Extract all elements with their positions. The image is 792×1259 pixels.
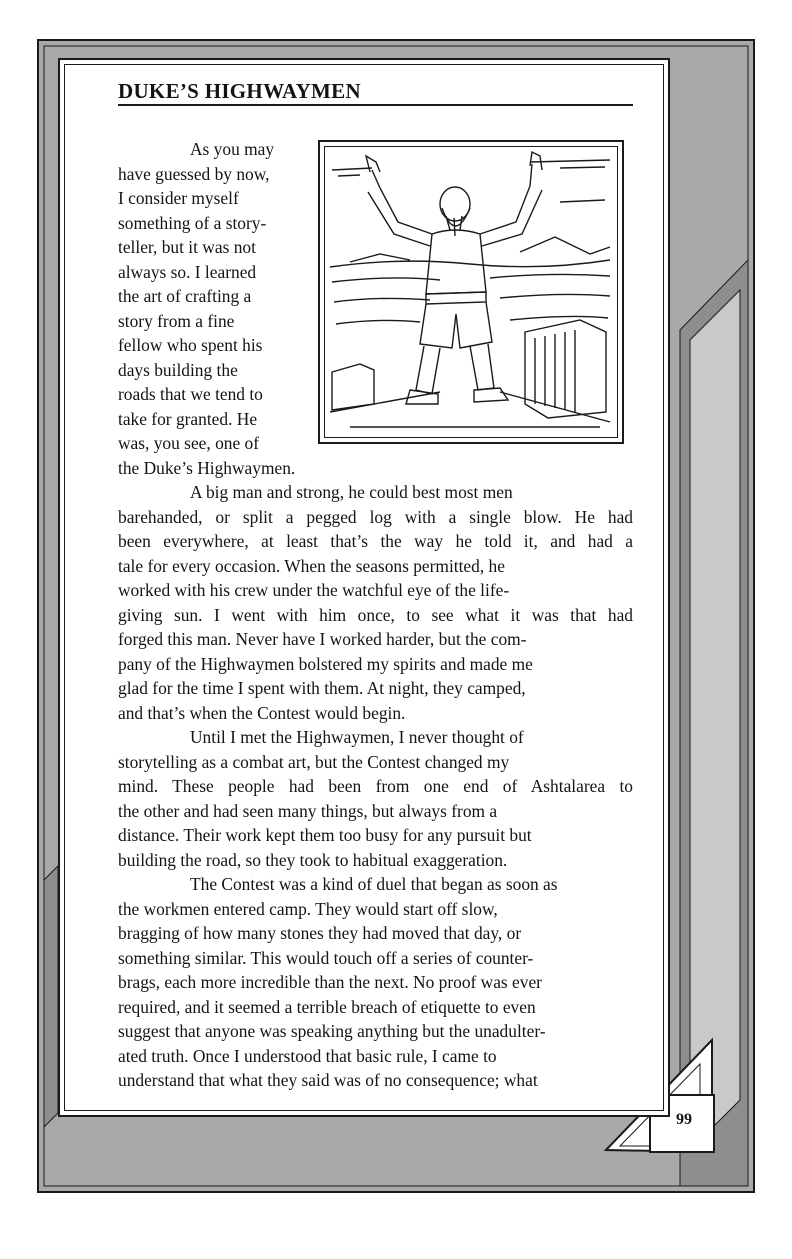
text-line: glad for the time I spent with them. At night, they camped, (118, 678, 526, 698)
text-line: barehanded, or split a pegged log with a single blow. He had (118, 506, 633, 527)
text-line: roads that we tend to (118, 384, 263, 404)
text-line: teller, but it was not (118, 237, 256, 257)
text-line: the workmen entered camp. They would start off slow, (118, 898, 498, 919)
text-line: the Duke’s Highwaymen. (118, 457, 296, 478)
text-line: giving sun. I went with him once, to see what it was that had (118, 604, 633, 625)
text-line: building the road, so they took to habitual exaggeration. (118, 849, 508, 870)
text-line: Until I met the Highwaymen, I never thought of (190, 727, 524, 747)
text-line: storytelling as a combat art, but the Contest changed my (118, 751, 510, 772)
text-line: worked with his crew under the watchful eye of the life- (118, 580, 510, 600)
text-line: story from a fine (118, 310, 235, 331)
text-line: suggest that anyone was speaking anything but the unadulter- (118, 1021, 546, 1041)
text-line: The Contest was a kind of duel that began as soon as (190, 874, 558, 894)
text-line: something of a story- (118, 212, 267, 233)
text-line: was, you see, one of (118, 433, 260, 453)
text-line: distance. Their work kept them too busy for any pursuit but (118, 825, 532, 845)
text-line: take for granted. He (118, 408, 258, 429)
text-line: always so. I learned (118, 261, 257, 282)
page-number: 99 (676, 1111, 692, 1128)
text-line: mind. These people had been from one end of Ashtalarea to (118, 776, 633, 796)
text-line: pany of the Highwaymen bolstered my spirits and made me (118, 653, 533, 674)
text-line: been everywhere, at least that’s the way he told it, and had a (118, 531, 633, 551)
page-content-area (58, 58, 670, 1117)
body-text (118, 137, 633, 1093)
text-line: days building the (118, 359, 238, 380)
text-line: the art of crafting a (118, 286, 252, 306)
text-line: ated truth. Once I understood that basic rule, I came to (118, 1045, 497, 1066)
text-line: A big man and strong, he could best most men (190, 482, 513, 502)
page-title: DUKE’S HIGHWAYMEN (118, 79, 633, 106)
text-line: and that’s when the Contest would begin. (118, 702, 406, 723)
text-line: brags, each more incredible than the next. No proof was ever (118, 972, 542, 992)
text-line: required, and it seemed a terrible breach of etiquette to even (118, 996, 536, 1017)
text-line: tale for every occasion. When the seasons permitted, he (118, 555, 505, 576)
text-line: understand that what they said was of no consequence; what (118, 1070, 538, 1090)
text-line: fellow who spent his (118, 335, 263, 355)
text-line: have guessed by now, (118, 163, 270, 184)
text-line: As you may (190, 139, 275, 159)
text-line: I consider myself (118, 188, 239, 208)
text-line: bragging of how many stones they had moved that day, or (118, 923, 522, 943)
text-line: forged this man. Never have I worked harder, but the com- (118, 629, 527, 649)
text-line: the other and had seen many things, but always from a (118, 800, 498, 821)
text-line: something similar. This would touch off a series of counter- (118, 947, 534, 968)
